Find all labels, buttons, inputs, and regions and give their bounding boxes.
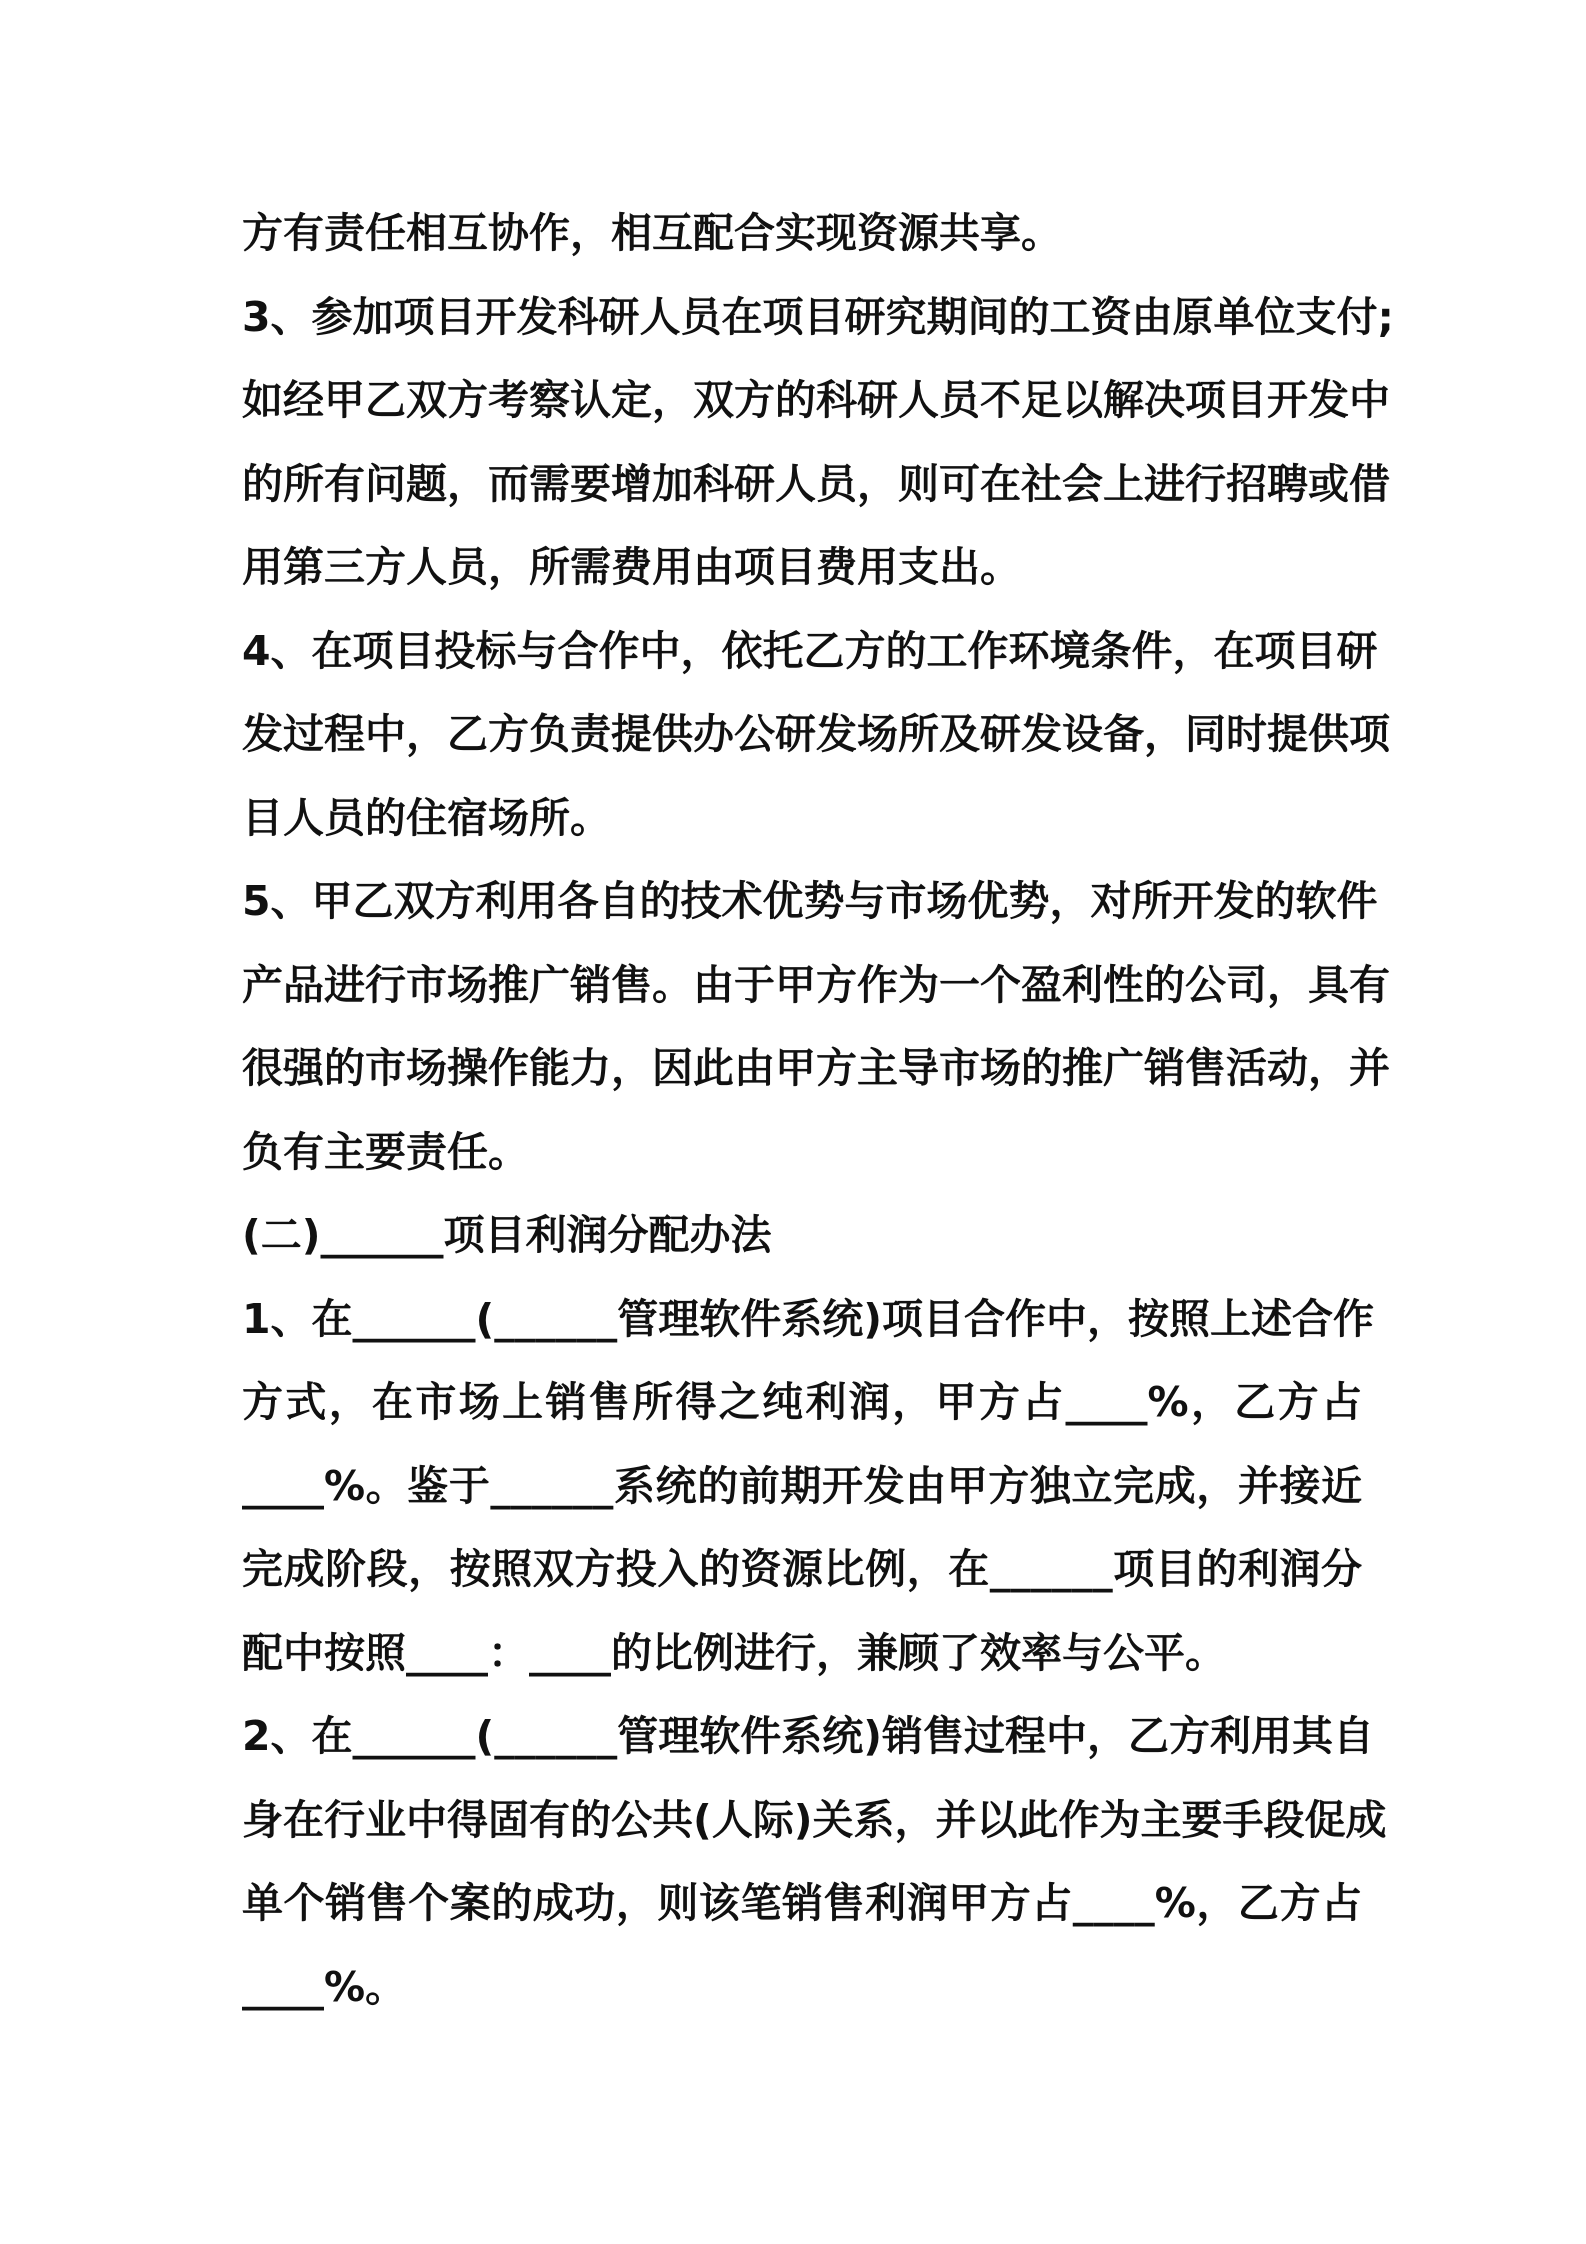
text-line: 产品进行市场推广销售。由于甲方作为一个盈利性的公司，具有 [242,960,1390,1009]
text-line: 4、在项目投标与合作中，依托乙方的工作环境条件，在项目研 [242,626,1378,675]
section-heading: (二)______项目利润分配办法 [242,1211,772,1259]
text-line: 负有主要责任。 [242,1127,529,1176]
text-line: 方式，在市场上销售所得之纯利润，甲方占____%，乙方占 [242,1378,1362,1426]
text-line: ____%。鉴于______系统的前期开发由甲方独立完成，并接近 [242,1461,1362,1510]
text-line: 用第三方人员，所需费用由项目费用支出。 [242,543,1021,591]
text-line: 1、在______(______管理软件系统)项目合作中，按照上述合作 [242,1294,1375,1343]
text-line: 完成阶段，按照双方投入的资源比例，在______项目的利润分 [242,1545,1362,1593]
text-line: 方有责任相互协作，相互配合实现资源共享。 [242,209,1062,257]
text-line: 的所有问题，而需要增加科研人员，则可在社会上进行招聘或借 [242,459,1390,508]
text-line: ____%。 [242,1962,407,2011]
text-line: 如经甲乙双方考察认定，双方的科研人员不足以解决项目开发中 [242,376,1390,424]
text-line: 很强的市场操作能力，因此由甲方主导市场的推广销售活动，并 [242,1044,1390,1092]
text-line: 目人员的住宿场所。 [242,793,611,842]
text-line: 发过程中，乙方负责提供办公研发场所及研发设备，同时提供项 [242,710,1390,758]
text-line: 身在行业中得固有的公共(人际)关系，并以此作为主要手段促成 [242,1795,1387,1844]
text-line: 2、在______(______管理软件系统)销售过程中，乙方利用其自 [242,1712,1375,1760]
text-line: 5、甲乙双方利用各自的技术优势与市场优势，对所开发的软件 [242,877,1378,925]
text-line: 3、参加项目开发科研人员在项目研究期间的工资由原单位支付; [242,292,1394,341]
text-line: 配中按照____：____的比例进行，兼顾了效率与公平。 [242,1628,1226,1677]
text-line: 单个销售个案的成功，则该笔销售利润甲方占____%，乙方占 [242,1879,1362,1927]
document-body [242,192,1394,2029]
